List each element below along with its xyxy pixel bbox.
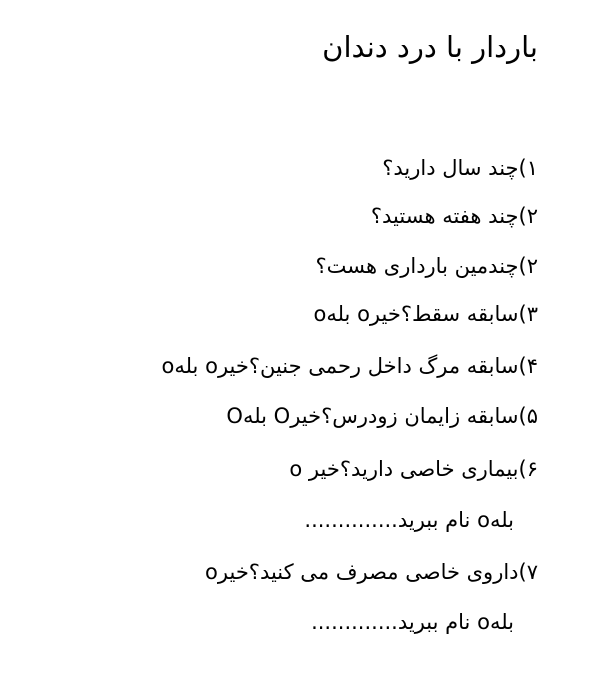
question-7-medication: ۷)داروی خاصی مصرف می کنید؟خیرo — [205, 560, 538, 584]
question-6-name-it: بلهo نام ببرید.............. — [304, 508, 514, 532]
question-6-disease: ۶)بیماری خاصی دارید؟خیر o — [289, 457, 538, 481]
question-4-stillbirth: ۴)سابقه مرگ داخل رحمی جنین؟خیرo بلهo — [161, 354, 538, 378]
question-3-miscarriage: ۳)سابقه سقط؟خیرo بلهo — [313, 302, 538, 326]
question-7-name-it: بلهo نام ببرید............. — [311, 610, 514, 634]
question-2-pregnancy-number: ۲)چندمین بارداری هست؟ — [315, 254, 538, 278]
question-2-weeks: ۲)چند هفته هستید؟ — [370, 204, 538, 228]
question-5-preterm: ۵)سابقه زایمان زودرس؟خیرO بلهO — [226, 404, 538, 428]
question-1-age: ۱)چند سال دارید؟ — [382, 156, 538, 180]
document-title: باردار با درد دندان — [322, 30, 538, 64]
